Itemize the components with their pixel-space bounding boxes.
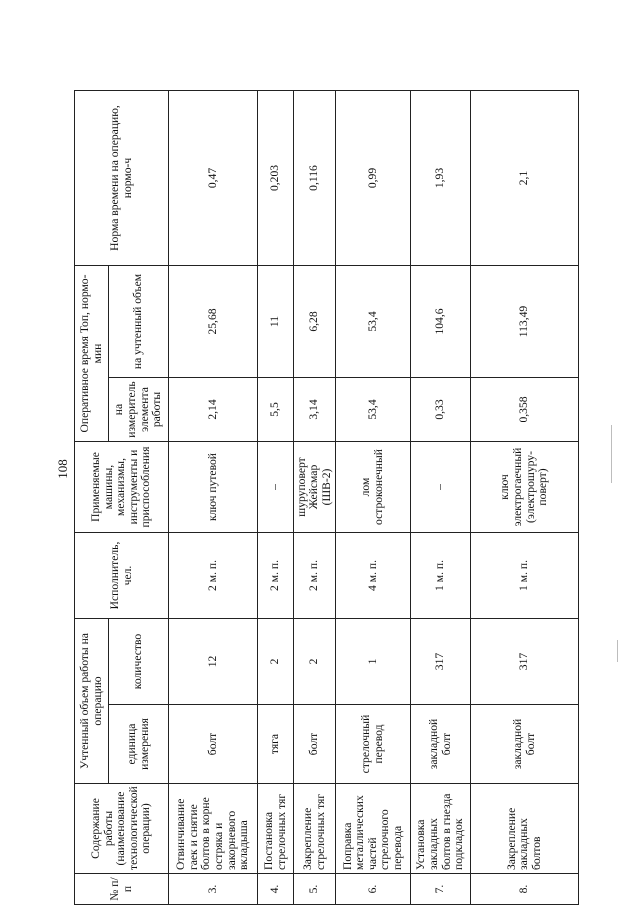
row-content: Поправка металлических частей стрелочного перевода — [336, 784, 411, 874]
row-tools: лом остроконечный — [336, 442, 411, 533]
row-num: 3. — [169, 874, 258, 905]
row-tools: ключ электрогаечный (электрошуру-поверт) — [471, 442, 579, 533]
row-per-volume: 25,68 — [169, 266, 258, 378]
header-unit: единица измерения — [109, 705, 169, 784]
scan-artifact-line — [617, 640, 618, 662]
header-optime-group: Оперативное время Топ, нормо-мин — [75, 266, 109, 442]
header-num: № п/п — [75, 874, 169, 905]
row-tools: ключ путевой — [169, 442, 258, 533]
page-number: 108 — [55, 459, 70, 479]
table-row — [258, 91, 294, 905]
row-num: 5. — [294, 874, 336, 905]
scan-artifact-line — [611, 425, 612, 483]
row-performer: 2 м. п. — [294, 533, 336, 619]
header-performer: Исполнитель, чел. — [75, 533, 169, 619]
row-unit: болт — [169, 705, 258, 784]
row-norm: 1,93 — [411, 91, 471, 266]
row-num: 7. — [411, 874, 471, 905]
row-unit: закладной болт — [411, 705, 471, 784]
row-quantity: 12 — [169, 619, 258, 705]
row-norm: 0,99 — [336, 91, 411, 266]
header-per-volume: на учтенный объем — [109, 266, 169, 378]
row-norm: 0,203 — [258, 91, 294, 266]
row-unit: тяга — [258, 705, 294, 784]
row-per-element: 0,33 — [411, 378, 471, 442]
header-quantity: количество — [109, 619, 169, 705]
row-per-element: 2,14 — [169, 378, 258, 442]
row-content: Закрепление стрелочных тяг — [294, 784, 336, 874]
header-row-1 — [75, 91, 109, 905]
row-performer: 2 м. п. — [258, 533, 294, 619]
row-norm: 0,47 — [169, 91, 258, 266]
row-per-element: 0,358 — [471, 378, 579, 442]
header-content: Содержание работы (наименование технологической операции) — [75, 784, 169, 874]
row-num: 4. — [258, 874, 294, 905]
row-per-volume: 53,4 — [336, 266, 411, 378]
row-quantity: 2 — [294, 619, 336, 705]
row-content: Постановка стрелочных тяг — [258, 784, 294, 874]
row-performer: 1 м. п. — [411, 533, 471, 619]
row-per-volume: 113,49 — [471, 266, 579, 378]
row-unit: закладной болт — [471, 705, 579, 784]
table-row — [169, 91, 258, 905]
row-per-volume: 104,6 — [411, 266, 471, 378]
row-per-element: 5,5 — [258, 378, 294, 442]
row-quantity: 317 — [411, 619, 471, 705]
row-content: Закрепление закладных болтов — [471, 784, 579, 874]
row-per-element: 53,4 — [336, 378, 411, 442]
row-tools: шуруповерт Жейсмар (ШВ-2) — [294, 442, 336, 533]
row-performer: 2 м. п. — [169, 533, 258, 619]
table-row — [411, 91, 471, 905]
row-norm: 2,1 — [471, 91, 579, 266]
header-norm: Норма времени на операцию, нормо-ч — [75, 91, 169, 266]
norms-table — [74, 90, 579, 905]
row-content: Установка закладных болтов в гнезда подкладок — [411, 784, 471, 874]
row-unit: стрелочный перевод — [336, 705, 411, 784]
row-per-element: 3,14 — [294, 378, 336, 442]
row-unit: болт — [294, 705, 336, 784]
row-performer: 1 м. п. — [471, 533, 579, 619]
row-quantity: 2 — [258, 619, 294, 705]
row-norm: 0,116 — [294, 91, 336, 266]
row-num: 8. — [471, 874, 579, 905]
table-row — [294, 91, 336, 905]
row-quantity: 1 — [336, 619, 411, 705]
row-tools: – — [258, 442, 294, 533]
header-tools: Применяемые машины, механизмы, инструменты и приспособления — [75, 442, 169, 533]
table-row — [471, 91, 579, 905]
row-performer: 4 м. п. — [336, 533, 411, 619]
header-volume-group: Учтенный объем работы на операцию — [75, 619, 109, 784]
rotated-table-wrapper — [74, 91, 578, 905]
header-per-element: на измеритель элемента работы — [109, 378, 169, 442]
row-per-volume: 6,28 — [294, 266, 336, 378]
row-quantity: 317 — [471, 619, 579, 705]
row-per-volume: 11 — [258, 266, 294, 378]
table-row — [336, 91, 411, 905]
row-num: 6. — [336, 874, 411, 905]
row-content: Отвинчивание гаек и снятие болтов в корне остряка и закорневого вкладыша — [169, 784, 258, 874]
row-tools: – — [411, 442, 471, 533]
